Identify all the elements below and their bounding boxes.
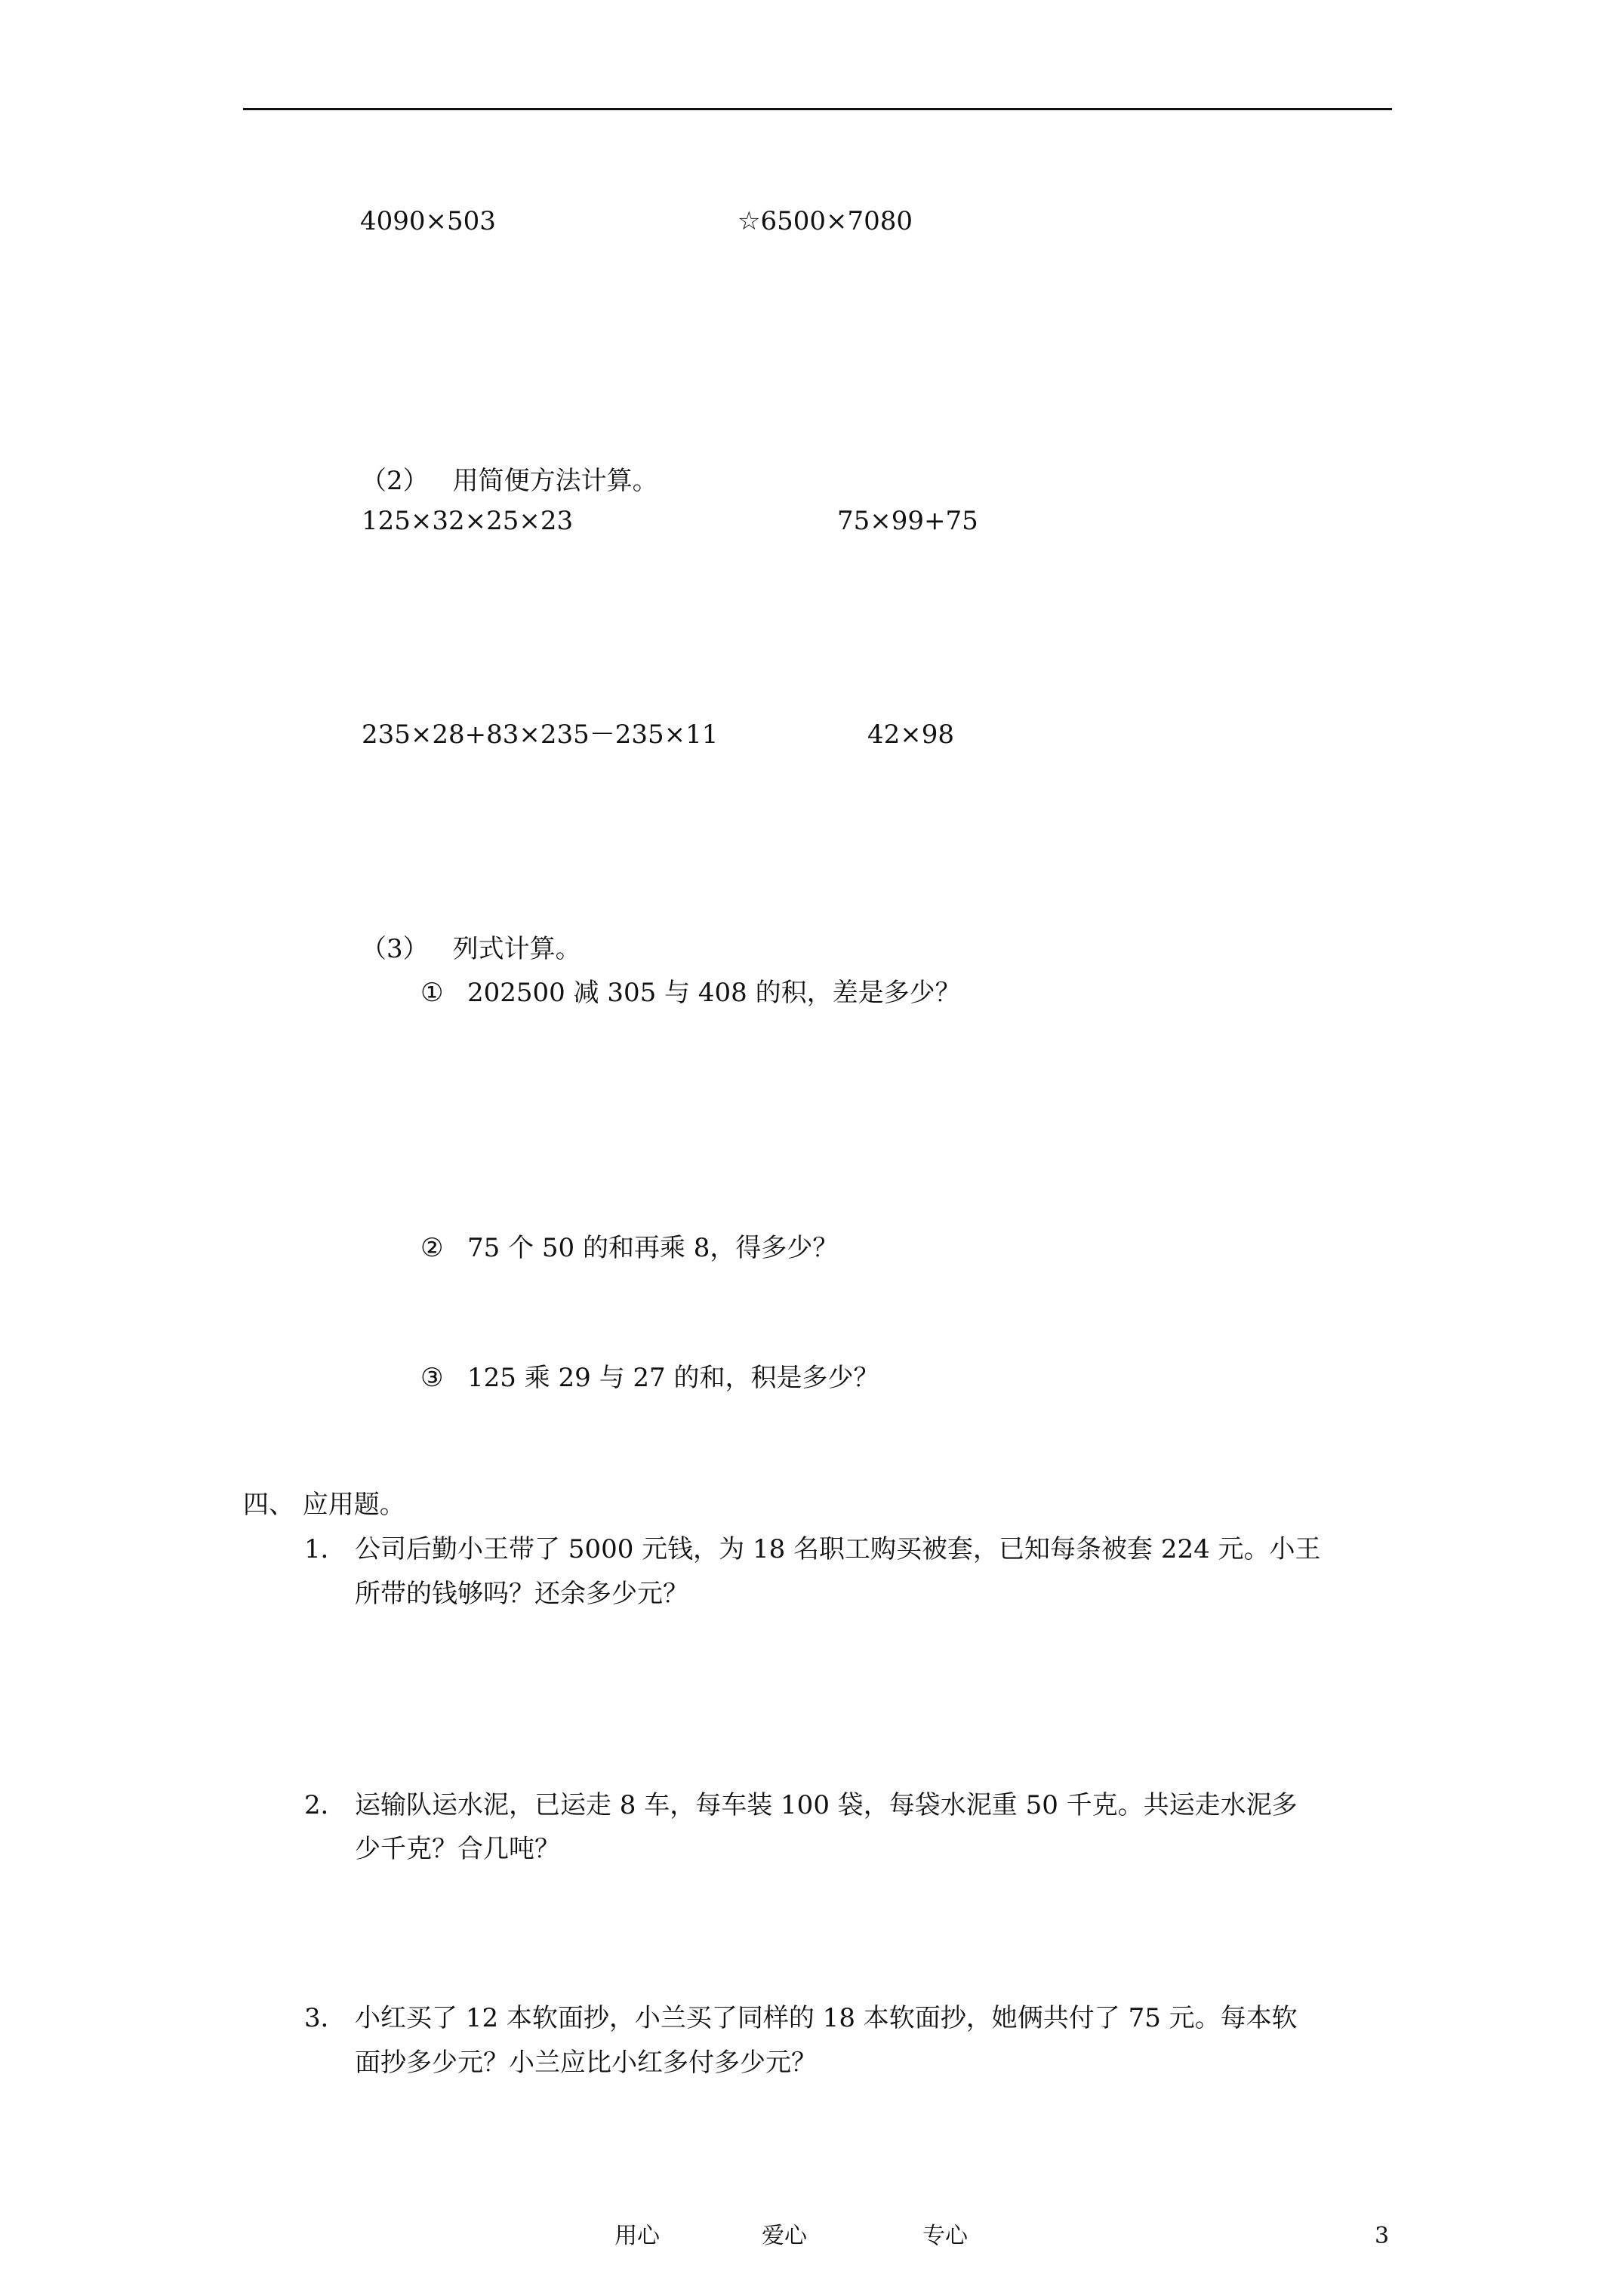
section3-item-1 — [420, 980, 961, 1006]
section4-heading: 四、 应用题。 — [243, 1490, 405, 1520]
section2-heading-number: （2） — [361, 466, 429, 496]
problem-3-line-1: 小红买了 12 本软面抄，小兰买了同样的 18 本软面抄，她俩共付了 75 元。每本软 — [355, 2003, 1298, 2033]
problem-1-line-2: 所带的钱够吗？还余多少元？ — [355, 1579, 688, 1609]
section2-row1-left: 125×32×25×23 — [362, 506, 574, 536]
problem-1-line-1: 公司后勤小王带了 5000 元钱，为 18 名职工购买被套，已知每条被套 224 元。小王 — [355, 1534, 1321, 1564]
problem-3-number: 3． — [304, 2003, 346, 2033]
section2-heading — [361, 468, 658, 494]
circled-number-3: ③ — [420, 1363, 444, 1393]
footer-word-zhuanxin: 专心 — [922, 2223, 968, 2249]
footer-word-yongxin: 用心 — [614, 2223, 660, 2249]
problem-1-number: 1． — [304, 1534, 346, 1564]
footer-word-aixin: 爱心 — [762, 2223, 807, 2249]
section3-item-2 — [420, 1235, 838, 1261]
page-number: 3 — [1375, 2223, 1390, 2249]
section3-item-3-text: 125 乘 29 与 27 的和，积是多少？ — [467, 1363, 879, 1393]
section3-heading-text: 列式计算。 — [452, 934, 581, 964]
section3-item-3 — [420, 1365, 879, 1391]
section2-row2-right: 42×98 — [867, 720, 955, 750]
problem-2-line-1: 运输队运水泥，已运走 8 车，每车装 100 袋，每袋水泥重 50 千克。共运走水泥多 — [355, 1790, 1298, 1820]
section3-item-1-text: 202500 减 305 与 408 的积，差是多少？ — [467, 978, 961, 1008]
section3-item-2-text: 75 个 50 的和再乘 8，得多少？ — [467, 1233, 839, 1263]
section3-heading-number: （3） — [361, 934, 429, 964]
section2-heading-text: 用简便方法计算。 — [452, 466, 658, 496]
problem-3-line-2: 面抄多少元？小兰应比小红多付多少元？ — [355, 2048, 817, 2078]
header-rule — [243, 108, 1392, 110]
section2-row2-left: 235×28+83×235－235×11 — [362, 720, 719, 750]
problem-2-line-2: 少千克？合几吨？ — [355, 1834, 560, 1864]
expression-6500x7080: ☆6500×7080 — [738, 206, 913, 236]
expression-4090x503: 4090×503 — [360, 206, 496, 236]
section2-row1-right: 75×99+75 — [837, 506, 978, 536]
circled-number-2: ② — [420, 1233, 444, 1263]
problem-2-number: 2． — [304, 1790, 346, 1820]
section3-heading — [361, 936, 581, 962]
circled-number-1: ① — [420, 978, 444, 1008]
